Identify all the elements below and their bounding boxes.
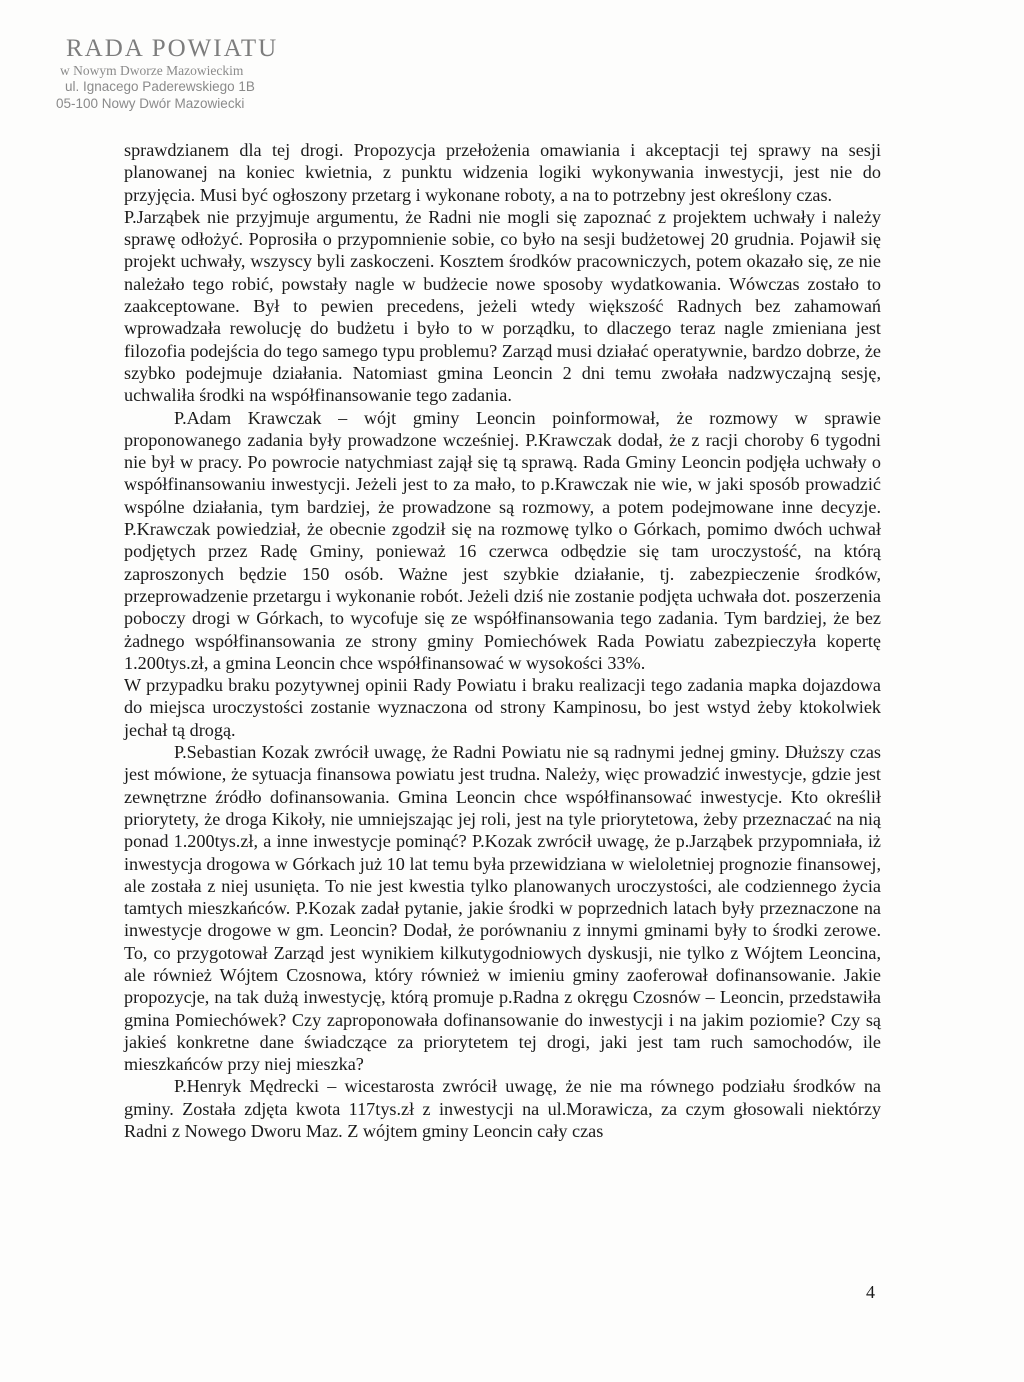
paragraph-5: P.Sebastian Kozak zwrócił uwagę, że Radni Powiatu nie są radnymi jednej gminy. Dłuższy czas jest mówione, że sytuacja finansowa powiatu jest trudna. Należy, więc prowadzić inwestycje, gdzie jest zewnętrzne źródło dofinansowania. Gmina Leoncin chce współfinansować inwestycje. Kto określił priorytety, że droga Kikoły, nie umniejszając jej roli, jest na tyle priorytetowa, żeby przeznaczać na nią ponad 1.200tys.zł, a inne inwestycje pominąć? P.Kozak zwrócił uwagę, że p.Jarząbek przypomniała, iż inwestycja drogowa w Górkach już 10 lat temu była przewidziana w wieloletniej prognozie finansowej, ale została z niej usunięta. To nie jest kwestia tylko planowanych uroczystości, ale codziennego życia tamtych mieszkańców. P.Kozak zadał pytanie, jakie środki w poprzednich latach były przeznaczone na inwestycje drogowe w gm. Leoncin? Dodał, że porównaniu z innymi gminami były to środki zerowe. To, co przygotował Zarząd jest wynikiem kilkutygodniowych dyskusji, nie tylko z Wójtem Leoncina, ale również Wójtem Czosnowa, który również w imieniu gminy zaoferował dofinansowanie. Jakie propozycje, na tak dużą inwestycję, którą promuje p.Radna z okręgu Czosnów – Leoncin, przedstawiła gmina Pomiechówek? Czy zaproponowała dofinansowanie do inwestycji i na jakim poziomie? Czy są jakieś konkretne dane świadczące za priorytetem tej drogi, jaki jest tam ruch samochodów, ile mieszkańców przy niej mieszka? [124, 742, 881, 1075]
document-body [124, 139, 881, 1142]
paragraph-6: P.Henryk Mędrecki – wicestarosta zwrócił uwagę, że nie ma równego podziału środków na gminy. Została zdjęta kwota 117tys.zł z inwestycji na ul.Morawicza, za czym głosowali niektórzy Radni z Nowego Dworu Maz. Z wójtem gminy Leoncin cały czas [124, 1076, 881, 1142]
stamp-title: RADA POWIATU [66, 35, 279, 62]
office-stamp [48, 36, 308, 111]
stamp-line-3: 05-100 Nowy Dwór Mazowiecki [56, 95, 245, 111]
page-number: 4 [866, 1282, 875, 1302]
paragraph-4: W przypadku braku pozytywnej opinii Rady Powiatu i braku realizacji tego zadania mapka dojazdowa do miejsca uroczystości zostanie wyznaczona od strony Kampinosu, bo jest wstyd żeby ktokolwiek jechał tą drogą. [124, 675, 881, 740]
paragraph-2: P.Jarząbek nie przyjmuje argumentu, że Radni nie mogli się zapoznać z projektem uchwały i należy sprawę odłożyć. Poprosiła o przypomnienie sobie, co było na sesji budżetowej 20 grudnia. Pojawił się projekt uchwały, wszyscy byli zaskoczeni. Kosztem środków pracowniczych, potem okazało się, ze nie należało tego robić, powstały nagle w budżecie nowe sposoby wydatkowania. Wówczas zostało to zaakceptowane. Był to pewien precedens, jeżeli wtedy większość Radnych bez zahamowań wprowadzała rewolucję do budżetu i było to w porządku, to dlaczego teraz nagle zmieniana jest filozofia podejścia do tego samego typu problemu? Zarząd musi działać operatywnie, bardzo dobrze, że szybko podejmuje działania. Natomiast gmina Leoncin 2 dni temu zwołała nadzwyczajną sesję, uchwaliła środki na współfinansowanie tego zadania. [124, 206, 881, 406]
paragraph-1: sprawdzianem dla tej drogi. Propozycja przełożenia omawiania i akceptacji tej sprawy na sesji planowanej na koniec kwietnia, z punktu widzenia logiki wykonywania inwestycji, jest nie do przyjęcia. Musi być ogłoszony przetarg i wykonane roboty, a na to potrzebny jest określony czas. [124, 140, 881, 205]
paragraph-3: P.Adam Krawczak – wójt gminy Leoncin poinformował, że rozmowy w sprawie proponowanego zadania były prowadzone wcześniej. P.Krawczak dodał, że z racji choroby 6 tygodni nie był w pracy. Po powrocie natychmiast zajął się tą sprawą. Rada Gminy Leoncin podjęła uchwały o współfinansowaniu inwestycji. Jeżeli jest to za mało, to p.Krawczak nie wie, w jaki sposób prowadzić wspólne działania, tym bardziej, że prowadzone są rozmowy, a potem podejmowane inne decyzje. P.Krawczak powiedział, że obecnie zgodził się na rozmowę tylko o Górkach, pomimo dwóch uchwał podjętych przez Radę Gminy, ponieważ 16 czerwca odbędzie się tam uroczystość, na którą zaproszonych będzie 150 osób. Ważne jest szybkie działanie, tj. zabezpieczenie środków, przeprowadzenie przetargu i wykonanie robót. Jeżeli dziś nie zostanie podjęta uchwała dot. poszerzenia poboczy drogi w Górkach, to wycofuje się ze współfinansowania tego zadania. Tym bardziej, że bez żadnego współfinansowania ze strony gminy Pomiechówek Rada Powiatu zabezpieczyła kopertę 1.200tys.zł, a gmina Leoncin chce współfinansować w wysokości 33%. [124, 407, 881, 673]
stamp-line-2: ul. Ignacego Paderewskiego 1B [65, 79, 255, 95]
stamp-line-1: w Nowym Dworze Mazowieckim [60, 63, 244, 79]
